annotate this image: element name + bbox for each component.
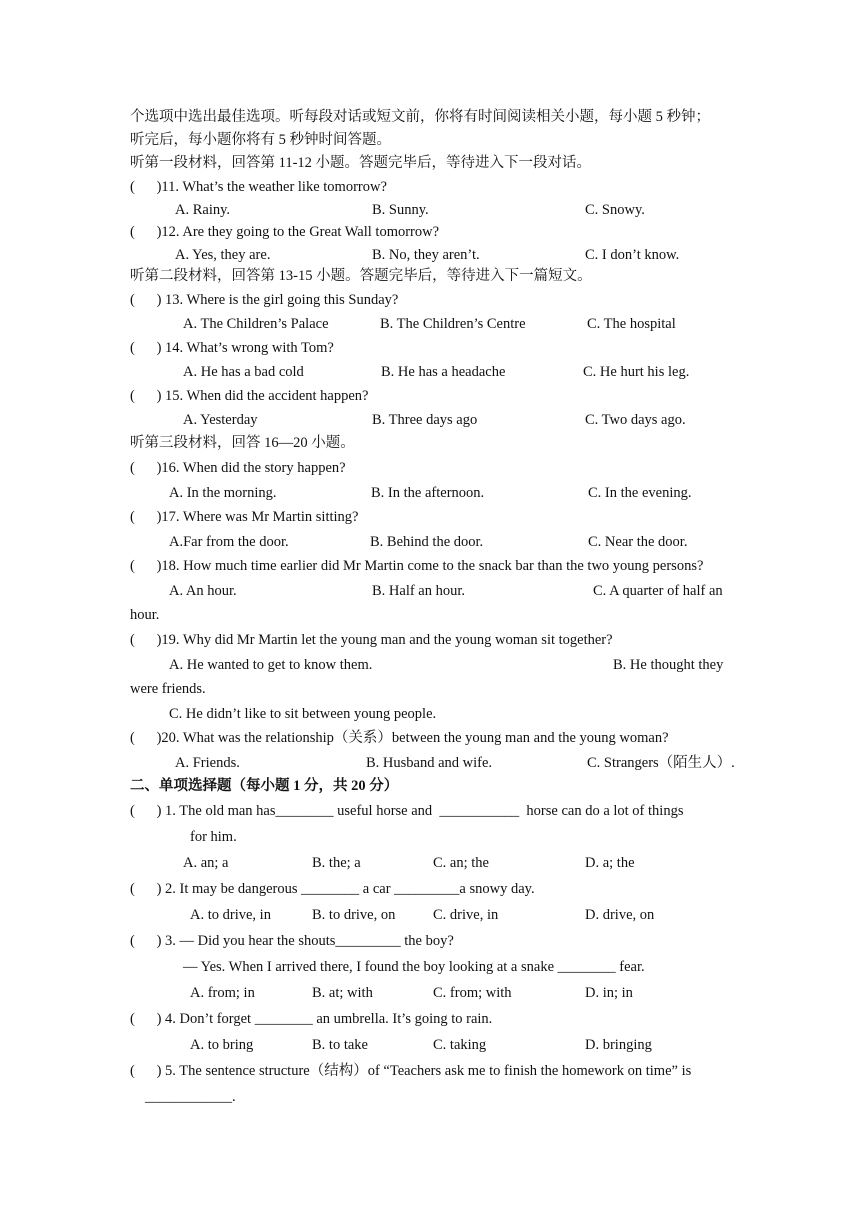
q15-option-c: C. Two days ago. [585, 412, 686, 428]
q20-option-c: C. Strangers（陌生人）. [587, 755, 735, 771]
q14-option-c: C. He hurt his leg. [583, 364, 690, 380]
mc-question-5-continued: ____________. [145, 1089, 236, 1105]
mc2-option-b: B. to drive, on [312, 907, 396, 923]
section-1-instruction: 听第一段材料，回答第 11-12 小题。答题完毕后，等待进入下一段对话。 [130, 155, 592, 171]
mc4-option-b: B. to take [312, 1037, 368, 1053]
mc2-option-a: A. to drive, in [190, 907, 271, 923]
q19-option-b-continued: were friends. [130, 681, 206, 697]
q19-option-a: A. He wanted to get to know them. [169, 657, 373, 673]
mc1-option-c: C. an; the [433, 855, 489, 871]
mc-question-3: ( ) 3. — Did you hear the shouts_________ the boy? [130, 933, 454, 949]
mc3-option-d: D. in; in [585, 985, 633, 1001]
question-19: ( )19. Why did Mr Martin let the young man and the young woman sit together? [130, 632, 613, 648]
q15-option-b: B. Three days ago [372, 412, 478, 428]
mc2-option-d: D. drive, on [585, 907, 655, 923]
q18-option-c: C. A quarter of half an [593, 583, 723, 599]
mc-question-2: ( ) 2. It may be dangerous ________ a car _________a snowy day. [130, 881, 535, 897]
question-16: ( )16. When did the story happen? [130, 460, 346, 476]
q16-option-c: C. In the evening. [588, 485, 692, 501]
part-2-heading: 二、单项选择题（每小题 1 分，共 20 分） [130, 778, 399, 794]
mc4-option-c: C. taking [433, 1037, 487, 1053]
q11-option-c: C. Snowy. [585, 202, 645, 218]
mc1-option-a: A. an; a [183, 855, 229, 871]
mc4-option-a: A. to bring [190, 1037, 254, 1053]
q13-option-b: B. The Children’s Centre [380, 316, 526, 332]
mc-question-1: ( ) 1. The old man has________ useful horse and ___________ horse can do a lot of things [130, 803, 684, 819]
q17-option-b: B. Behind the door. [370, 534, 484, 550]
intro-line-1: 个选项中选出最佳选项。听每段对话或短文前，你将有时间阅读相关小题，每小题 5 秒钟； [130, 109, 710, 125]
q18-option-b: B. Half an hour. [372, 583, 466, 599]
section-3-instruction: 听第三段材料，回答 16—20 小题。 [130, 435, 355, 451]
mc3-option-a: A. from; in [190, 985, 255, 1001]
q16-option-a: A. In the morning. [169, 485, 277, 501]
q20-option-b: B. Husband and wife. [366, 755, 493, 771]
q18-option-a: A. An hour. [169, 583, 237, 599]
question-15: ( ) 15. When did the accident happen? [130, 388, 369, 404]
mc4-option-d: D. bringing [585, 1037, 652, 1053]
q15-option-a: A. Yesterday [183, 412, 258, 428]
mc2-option-c: C. drive, in [433, 907, 499, 923]
mc3-option-c: C. from; with [433, 985, 512, 1001]
mc1-option-d: D. a; the [585, 855, 635, 871]
q13-option-c: C. The hospital [587, 316, 676, 332]
q19-option-c: C. He didn’t like to sit between young people. [169, 706, 437, 722]
q16-option-b: B. In the afternoon. [371, 485, 485, 501]
question-14: ( ) 14. What’s wrong with Tom? [130, 340, 334, 356]
q14-option-b: B. He has a headache [381, 364, 506, 380]
q12-option-b: B. No, they aren’t. [372, 247, 480, 263]
q11-option-b: B. Sunny. [372, 202, 429, 218]
question-17: ( )17. Where was Mr Martin sitting? [130, 509, 359, 525]
mc1-option-b: B. the; a [312, 855, 361, 871]
mc3-option-b: B. at; with [312, 985, 373, 1001]
q19-option-b: B. He thought they [613, 657, 724, 673]
intro-line-2: 听完后，每小题你将有 5 秒钟时间答题。 [130, 132, 391, 148]
q11-option-a: A. Rainy. [175, 202, 231, 218]
q12-option-a: A. Yes, they are. [175, 247, 271, 263]
q14-option-a: A. He has a bad cold [183, 364, 304, 380]
mc-question-3-reply: — Yes. When I arrived there, I found the boy looking at a snake ________ fear. [183, 959, 645, 975]
q17-option-a: A.Far from the door. [169, 534, 289, 550]
question-18: ( )18. How much time earlier did Mr Martin come to the snack bar than the two young persons? [130, 558, 704, 574]
question-11: ( )11. What’s the weather like tomorrow? [130, 179, 387, 195]
question-20: ( )20. What was the relationship（关系）between the young man and the young woman? [130, 730, 669, 746]
section-2-instruction: 听第二段材料，回答第 13-15 小题。答题完毕后，等待进入下一篇短文。 [130, 268, 592, 284]
q17-option-c: C. Near the door. [588, 534, 688, 550]
question-12: ( )12. Are they going to the Great Wall tomorrow? [130, 224, 440, 240]
q18-option-c-continued: hour. [130, 607, 160, 623]
q20-option-a: A. Friends. [175, 755, 240, 771]
question-13: ( ) 13. Where is the girl going this Sunday? [130, 292, 399, 308]
mc-question-1-continued: for him. [190, 829, 237, 845]
mc-question-5: ( ) 5. The sentence structure（结构）of “Teachers ask me to finish the homework on time” is [130, 1063, 692, 1079]
q13-option-a: A. The Children’s Palace [183, 316, 329, 332]
mc-question-4: ( ) 4. Don’t forget ________ an umbrella. It’s going to rain. [130, 1011, 493, 1027]
q12-option-c: C. I don’t know. [585, 247, 680, 263]
